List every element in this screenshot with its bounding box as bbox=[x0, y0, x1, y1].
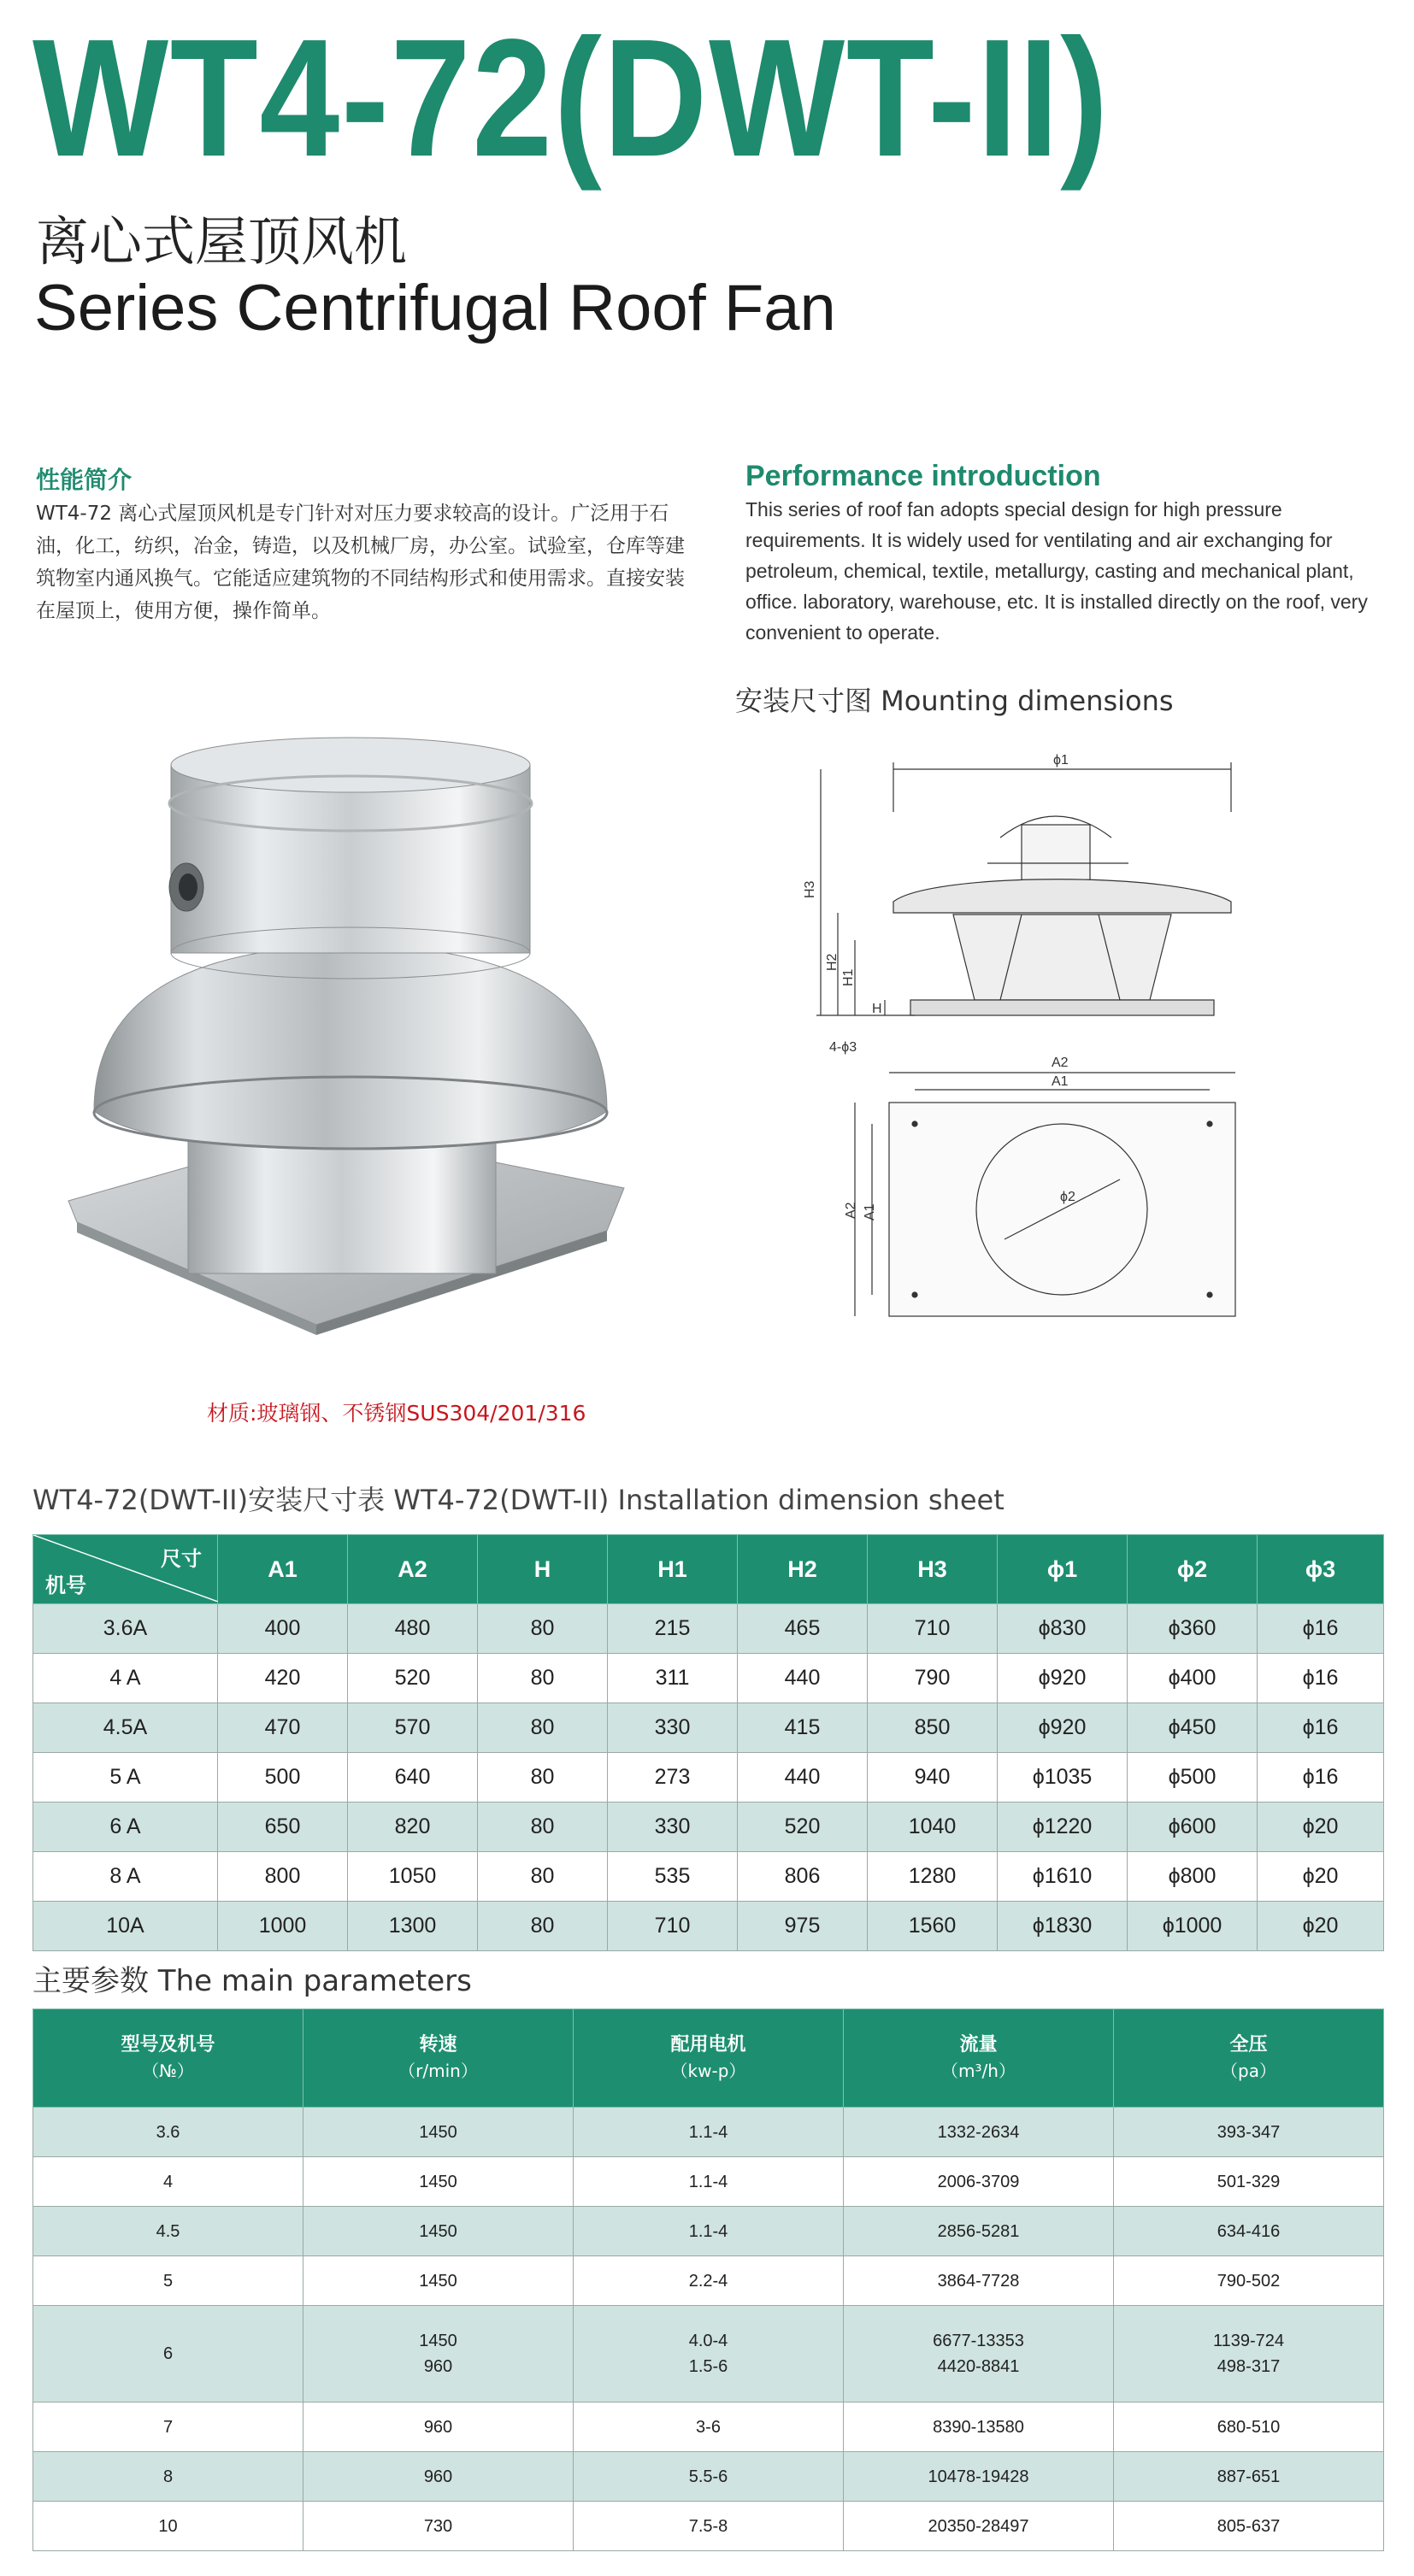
cn-intro-text: WT4-72 离心式屋顶风机是专门针对对压力要求较高的设计。广泛用于石油，化工，纺织，冶金，铸造，以及机械厂房，办公室。试验室，仓库等建筑物室内通风换气。它能适应建筑物的不同结构形式和使用需求。直接安装在屋顶上，使用方便，操作简单。 bbox=[36, 503, 685, 622]
table-row bbox=[33, 2256, 1384, 2306]
dim-col-h: H bbox=[478, 1535, 608, 1604]
dim-col-h3: H3 bbox=[868, 1535, 998, 1604]
parameter-cell: 960 bbox=[303, 2452, 574, 2502]
parameter-cell: 10478-19428 bbox=[844, 2452, 1114, 2502]
dim-col-phi1: ϕ1 bbox=[998, 1535, 1128, 1604]
dimension-cell: 500 bbox=[218, 1753, 348, 1803]
dimension-cell: 420 bbox=[218, 1654, 348, 1703]
dimension-cell: ϕ400 bbox=[1128, 1654, 1258, 1703]
dim-col-a2: A2 bbox=[348, 1535, 478, 1604]
dim-col-h1: H1 bbox=[608, 1535, 738, 1604]
dimension-cell: 820 bbox=[348, 1803, 478, 1852]
dimension-cell: 650 bbox=[218, 1803, 348, 1852]
dimension-cell: 80 bbox=[478, 1803, 608, 1852]
h2-label: H2 bbox=[825, 953, 840, 971]
table-row bbox=[33, 1852, 1384, 1902]
dimension-cell: 80 bbox=[478, 1902, 608, 1951]
dimension-cell: 1050 bbox=[348, 1852, 478, 1902]
dimension-cell: 215 bbox=[608, 1604, 738, 1654]
parameter-cell: 960 bbox=[303, 2403, 574, 2452]
phi1-label: ϕ1 bbox=[1053, 753, 1069, 768]
dimension-cell: 440 bbox=[738, 1753, 868, 1803]
dimension-sheet-title: WT4-72(DWT-II)安装尺寸表 WT4-72(DWT-II) Installation dimension sheet bbox=[32, 1484, 1005, 1516]
parameter-cell: 1.1-4 bbox=[574, 2207, 844, 2256]
a2-top-label: A2 bbox=[1052, 1056, 1069, 1070]
dimension-cell: 806 bbox=[738, 1852, 868, 1902]
parameters-header-row bbox=[33, 2009, 1384, 2108]
param-col-pressure: 全压 （pa） bbox=[1114, 2009, 1384, 2108]
dimension-cell: 330 bbox=[608, 1803, 738, 1852]
parameters-table bbox=[32, 2008, 1384, 2551]
model-number-cell: 4 A bbox=[33, 1654, 218, 1703]
a1-top-label: A1 bbox=[1052, 1074, 1069, 1089]
parameter-cell: 7.5-8 bbox=[574, 2502, 844, 2551]
dimension-cell: 273 bbox=[608, 1753, 738, 1803]
dimension-cell: ϕ600 bbox=[1128, 1803, 1258, 1852]
corner-bottom-label: 机号 bbox=[45, 1574, 86, 1597]
table-row bbox=[33, 1803, 1384, 1852]
dimension-cell: 800 bbox=[218, 1852, 348, 1902]
model-number-cell: 4.5 bbox=[33, 2207, 303, 2256]
parameter-cell: 20350-28497 bbox=[844, 2502, 1114, 2551]
dimension-cell: ϕ500 bbox=[1128, 1753, 1258, 1803]
dimension-cell: 520 bbox=[348, 1654, 478, 1703]
en-subtitle: Series Centrifugal Roof Fan bbox=[34, 272, 836, 344]
parameter-cell: 2.2-4 bbox=[574, 2256, 844, 2306]
table-row bbox=[33, 1703, 1384, 1753]
model-number-cell: 4.5A bbox=[33, 1703, 218, 1753]
parameter-cell: 2856-5281 bbox=[844, 2207, 1114, 2256]
dimension-table bbox=[32, 1534, 1384, 1951]
model-number-cell: 3.6A bbox=[33, 1604, 218, 1654]
dimension-cell: ϕ920 bbox=[998, 1703, 1128, 1753]
dimension-cell: 520 bbox=[738, 1803, 868, 1852]
en-intro-heading: Performance introduction bbox=[745, 460, 1101, 492]
dimension-cell: ϕ920 bbox=[998, 1654, 1128, 1703]
dimension-cell: 470 bbox=[218, 1703, 348, 1753]
dimension-cell: ϕ16 bbox=[1258, 1654, 1384, 1703]
model-number-cell: 6 bbox=[33, 2306, 303, 2403]
dim-col-phi2: ϕ2 bbox=[1128, 1535, 1258, 1604]
parameter-cell: 1.1-4 bbox=[574, 2157, 844, 2207]
model-number-cell: 5 A bbox=[33, 1753, 218, 1803]
table-row bbox=[33, 2403, 1384, 2452]
parameter-cell: 393-347 bbox=[1114, 2108, 1384, 2157]
parameter-cell: 1450 960 bbox=[303, 2306, 574, 2403]
dimension-cell: 311 bbox=[608, 1654, 738, 1703]
dimension-cell: ϕ830 bbox=[998, 1604, 1128, 1654]
parameter-cell: 1450 bbox=[303, 2157, 574, 2207]
dimension-cell: 640 bbox=[348, 1753, 478, 1803]
mounting-drawing bbox=[804, 744, 1282, 1342]
dimension-cell: 1300 bbox=[348, 1902, 478, 1951]
table-row bbox=[33, 2502, 1384, 2551]
model-number-cell: 3.6 bbox=[33, 2108, 303, 2157]
dimension-cell: 1040 bbox=[868, 1803, 998, 1852]
parameter-cell: 730 bbox=[303, 2502, 574, 2551]
dimension-cell: 400 bbox=[218, 1604, 348, 1654]
dimension-cell: ϕ20 bbox=[1258, 1803, 1384, 1852]
dim-col-phi3: ϕ3 bbox=[1258, 1535, 1384, 1604]
parameter-cell: 1332-2634 bbox=[844, 2108, 1114, 2157]
dimension-cell: 975 bbox=[738, 1902, 868, 1951]
dimension-cell: 710 bbox=[608, 1902, 738, 1951]
dimension-cell: 415 bbox=[738, 1703, 868, 1753]
parameter-cell: 3864-7728 bbox=[844, 2256, 1114, 2306]
dim-col-a1: A1 bbox=[218, 1535, 348, 1604]
dimension-cell: 1000 bbox=[218, 1902, 348, 1951]
parameter-cell: 1450 bbox=[303, 2256, 574, 2306]
dimension-cell: 570 bbox=[348, 1703, 478, 1753]
dimension-cell: ϕ1035 bbox=[998, 1753, 1128, 1803]
dimension-cell: ϕ16 bbox=[1258, 1604, 1384, 1654]
model-title: WT4-72(DWT-II) bbox=[32, 4, 1111, 191]
h-label: H bbox=[872, 1002, 882, 1016]
table-row bbox=[33, 1654, 1384, 1703]
dimension-cell: 80 bbox=[478, 1654, 608, 1703]
parameter-cell: 1450 bbox=[303, 2108, 574, 2157]
dimension-cell: 1280 bbox=[868, 1852, 998, 1902]
dimension-corner-header bbox=[33, 1535, 218, 1604]
dimension-cell: 330 bbox=[608, 1703, 738, 1753]
dimension-cell: 940 bbox=[868, 1753, 998, 1803]
dimension-cell: ϕ16 bbox=[1258, 1753, 1384, 1803]
h1-label: H1 bbox=[841, 968, 856, 986]
model-number-cell: 7 bbox=[33, 2403, 303, 2452]
parameter-cell: 6677-13353 4420-8841 bbox=[844, 2306, 1114, 2403]
parameter-cell: 501-329 bbox=[1114, 2157, 1384, 2207]
dimension-cell: 480 bbox=[348, 1604, 478, 1654]
dimension-cell: 80 bbox=[478, 1703, 608, 1753]
dimension-cell: ϕ20 bbox=[1258, 1902, 1384, 1951]
table-row bbox=[33, 1753, 1384, 1803]
mounting-title: 安装尺寸图 Mounting dimensions bbox=[735, 685, 1174, 717]
table-row bbox=[33, 2108, 1384, 2157]
dimension-cell: 1560 bbox=[868, 1902, 998, 1951]
phi2-label: ϕ2 bbox=[1060, 1190, 1075, 1204]
param-col-model: 型号及机号 （№） bbox=[33, 2009, 303, 2108]
table-row bbox=[33, 2157, 1384, 2207]
table-row bbox=[33, 1604, 1384, 1654]
en-intro-text: This series of roof fan adopts special design for high pressure requirements. It is widely used for ventilating and air exchanging for petroleum, chemical, textile, metallurgy, casting and mechanical plant, office. laboratory, warehouse, etc. It is installed directly on the roof, very convenient to operate. bbox=[745, 498, 1368, 644]
a2-side-label: A2 bbox=[844, 1202, 858, 1219]
cn-intro-heading: 性能简介 bbox=[36, 466, 133, 494]
dimension-header-row bbox=[33, 1535, 1384, 1604]
dimension-cell: 440 bbox=[738, 1654, 868, 1703]
dimension-cell: ϕ1220 bbox=[998, 1803, 1128, 1852]
parameter-cell: 1450 bbox=[303, 2207, 574, 2256]
parameter-cell: 4.0-4 1.5-6 bbox=[574, 2306, 844, 2403]
parameter-cell: 887-651 bbox=[1114, 2452, 1384, 2502]
parameter-cell: 1139-724 498-317 bbox=[1114, 2306, 1384, 2403]
dimension-cell: 850 bbox=[868, 1703, 998, 1753]
parameter-cell: 3-6 bbox=[574, 2403, 844, 2452]
corner-top-label: 尺寸 bbox=[161, 1548, 202, 1571]
dimension-cell: ϕ450 bbox=[1128, 1703, 1258, 1753]
parameter-cell: 8390-13580 bbox=[844, 2403, 1114, 2452]
h3-label: H3 bbox=[804, 880, 817, 898]
parameter-cell: 790-502 bbox=[1114, 2256, 1384, 2306]
dimension-cell: 710 bbox=[868, 1604, 998, 1654]
parameter-cell: 2006-3709 bbox=[844, 2157, 1114, 2207]
model-number-cell: 8 bbox=[33, 2452, 303, 2502]
table-row bbox=[33, 1902, 1384, 1951]
dimension-cell: 80 bbox=[478, 1852, 608, 1902]
main-parameters-title: 主要参数 The main parameters bbox=[32, 1964, 472, 1998]
parameter-cell: 805-637 bbox=[1114, 2502, 1384, 2551]
param-col-speed: 转速 （r/min） bbox=[303, 2009, 574, 2108]
table-row bbox=[33, 2452, 1384, 2502]
parameter-cell: 634-416 bbox=[1114, 2207, 1384, 2256]
phi3-label: 4-ϕ3 bbox=[829, 1040, 857, 1055]
model-number-cell: 8 A bbox=[33, 1852, 218, 1902]
dimension-cell: 535 bbox=[608, 1852, 738, 1902]
dimension-cell: 80 bbox=[478, 1604, 608, 1654]
dimension-cell: ϕ800 bbox=[1128, 1852, 1258, 1902]
dimension-cell: ϕ1830 bbox=[998, 1902, 1128, 1951]
parameter-cell: 680-510 bbox=[1114, 2403, 1384, 2452]
dimension-cell: ϕ1000 bbox=[1128, 1902, 1258, 1951]
cn-subtitle: 离心式屋顶风机 bbox=[36, 210, 408, 273]
dimension-cell: 465 bbox=[738, 1604, 868, 1654]
model-number-cell: 10 bbox=[33, 2502, 303, 2551]
dim-col-h2: H2 bbox=[738, 1535, 868, 1604]
material-note: 材质:玻璃钢、不锈钢SUS304/201/316 bbox=[207, 1401, 586, 1426]
param-col-motor: 配用电机 （kw-p） bbox=[574, 2009, 844, 2108]
model-number-cell: 6 A bbox=[33, 1803, 218, 1852]
a1-side-label: A1 bbox=[863, 1203, 877, 1220]
roof-fan-photo bbox=[60, 726, 650, 1342]
model-number-cell: 5 bbox=[33, 2256, 303, 2306]
model-number-cell: 10A bbox=[33, 1902, 218, 1951]
dimension-cell: ϕ360 bbox=[1128, 1604, 1258, 1654]
parameter-cell: 5.5-6 bbox=[574, 2452, 844, 2502]
table-row bbox=[33, 2306, 1384, 2403]
model-number-cell: 4 bbox=[33, 2157, 303, 2207]
table-row bbox=[33, 2207, 1384, 2256]
parameter-cell: 1.1-4 bbox=[574, 2108, 844, 2157]
dimension-cell: ϕ16 bbox=[1258, 1703, 1384, 1753]
dimension-cell: 790 bbox=[868, 1654, 998, 1703]
dimension-cell: ϕ1610 bbox=[998, 1852, 1128, 1902]
param-col-flow: 流量 （m³/h） bbox=[844, 2009, 1114, 2108]
dimension-cell: ϕ20 bbox=[1258, 1852, 1384, 1902]
dimension-cell: 80 bbox=[478, 1753, 608, 1803]
